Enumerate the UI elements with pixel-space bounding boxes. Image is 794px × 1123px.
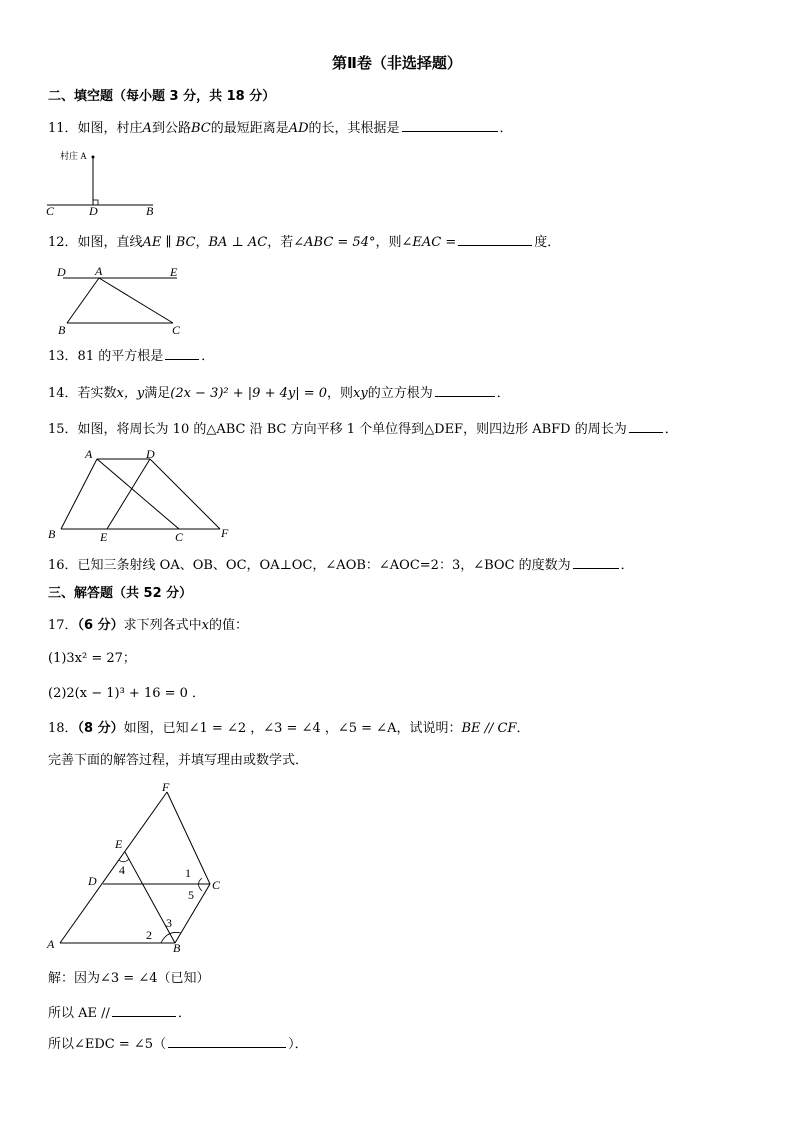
segment-de xyxy=(107,459,150,529)
answer-blank-18a[interactable] xyxy=(112,1004,176,1017)
angle-4-arc xyxy=(119,859,129,862)
answer-blank-13[interactable] xyxy=(165,347,199,360)
label-f: F xyxy=(221,526,229,540)
figure-q18 xyxy=(45,778,235,958)
answer-blank-11[interactable] xyxy=(402,119,498,132)
figure-q12 xyxy=(55,263,190,338)
label-a: A xyxy=(47,937,55,951)
label-d: D xyxy=(146,447,155,461)
question-13: 13．81 的平方根是 ． xyxy=(48,349,215,364)
answer-blank-18b[interactable] xyxy=(168,1035,286,1048)
label-e: E xyxy=(100,530,108,544)
section-fill-in-heading: 二、填空题（每小题 3 分，共 18 分） xyxy=(48,89,276,104)
label-c: C xyxy=(212,878,221,892)
question-18: 18．（8 分）如图，已知∠1 = ∠2 ，∠3 = ∠4 ，∠5 = ∠A，试说明：BE // CF． xyxy=(48,721,530,736)
label-a: A xyxy=(95,264,103,278)
question-17: 17．（6 分）求下列各式中x的值： xyxy=(48,618,248,633)
solution-line-1: 解：因为∠3 = ∠4（已知） xyxy=(48,971,210,986)
segment-ab xyxy=(67,278,99,323)
label-b: B xyxy=(146,204,154,218)
question-12: 12．如图，直线AE ∥ BC，BA ⊥ AC，若∠ABC = 54°，则∠EAC = 度． xyxy=(48,235,561,250)
page-title: 第Ⅱ卷（非选择题） xyxy=(332,54,462,72)
answer-blank-16[interactable] xyxy=(573,556,619,569)
label-b: B xyxy=(58,323,66,337)
label-c: C xyxy=(172,323,181,337)
segment-ac xyxy=(97,459,179,529)
question-17-part-1: (1)3x² = 27； xyxy=(48,651,136,666)
label-d: D xyxy=(88,874,97,888)
label-angle-1: 1 xyxy=(185,866,191,880)
solution-line-2: 所以 AE // ． xyxy=(48,1006,191,1021)
label-d: D xyxy=(89,204,98,218)
question-11: 11．如图，村庄A到公路BC的最短距离是AD的长，其根据是 ． xyxy=(48,121,513,136)
figure-q15 xyxy=(45,446,245,546)
label-e: E xyxy=(170,265,178,279)
label-angle-3: 3 xyxy=(166,916,172,930)
label-b: B xyxy=(173,941,181,955)
segment-df xyxy=(150,459,220,529)
solution-line-3: 所以∠EDC = ∠5（ ）． xyxy=(48,1037,308,1052)
label-f: F xyxy=(162,780,170,794)
section-solve-heading: 三、解答题（共 52 分） xyxy=(48,586,193,601)
label-village-a: 村庄 A xyxy=(60,151,87,161)
label-d: D xyxy=(57,265,66,279)
question-17-part-2: (2)2(x − 1)³ + 16 = 0 ． xyxy=(48,686,206,701)
label-angle-4: 4 xyxy=(119,863,125,877)
label-angle-5: 5 xyxy=(188,888,194,902)
figure-q11 xyxy=(45,148,165,218)
question-15: 15．如图，将周长为 10 的△ABC 沿 BC 方向平移 1 个单位得到△DEF，则四边形 ABFD 的周长为 ． xyxy=(48,422,678,437)
segment-af xyxy=(60,792,167,943)
question-14: 14．若实数x，y满足(2x − 3)² + |9 + 4y| = 0，则xy的立方根为 ． xyxy=(48,386,510,401)
answer-blank-15[interactable] xyxy=(629,420,663,433)
label-e: E xyxy=(115,837,123,851)
segment-ac xyxy=(99,278,173,323)
label-c: C xyxy=(46,204,55,218)
label-angle-2: 2 xyxy=(146,928,152,942)
label-c: C xyxy=(175,530,184,544)
question-16: 16．已知三条射线 OA、OB、OC，OA⊥OC，∠AOB：∠AOC=2：3，∠BOC 的度数为 ． xyxy=(48,558,634,573)
question-18-instruction: 完善下面的解答过程，并填写理由或数学式． xyxy=(48,753,309,768)
answer-blank-12[interactable] xyxy=(458,233,532,246)
answer-blank-14[interactable] xyxy=(435,384,495,397)
label-a: A xyxy=(85,447,93,461)
segment-ab xyxy=(61,459,97,529)
label-b: B xyxy=(48,527,56,541)
